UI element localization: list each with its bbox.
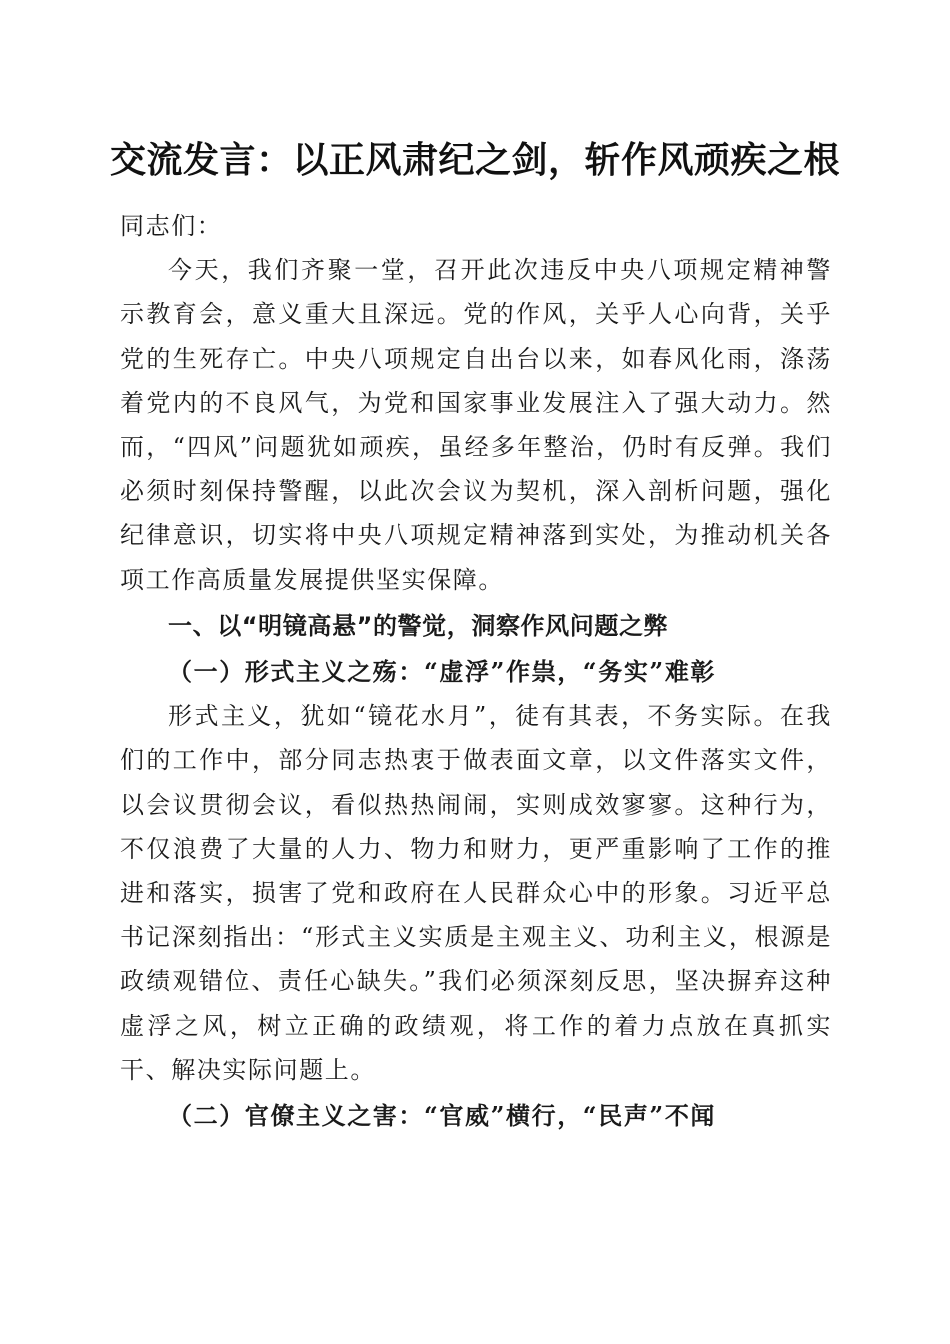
document-title: 交流发言：以正风肃纪之剑，斩作风顽疾之根 [109, 139, 840, 181]
subsection-1-heading: （一）形式主义之殇：“虚浮”作祟，“务实”难彰 [168, 657, 717, 687]
subsection-2-heading: （二）官僚主义之害：“官威”横行，“民声”不闻 [168, 1101, 717, 1131]
salutation: 同志们： [120, 212, 223, 240]
section-1-heading: 一、以“明镜高悬”的警觉，洞察作风问题之弊 [168, 611, 669, 640]
subsection-1-paragraph: 形式主义，犹如“镜花水月”，徒有其表，不务实际。在我们的工作中，部分同志热衷于做表面文章，以文件落实文件，以会议贯彻会议，看似热热闹闹，实则成效寥寥。这种行为，不仅浪费了大量的人力、物力和财力，更严重影响了工作的推进和落实，损害了党和政府在人民群众心中的形象。习近平总书记深刻指出：“形式主义实质是主观主义、功利主义，根源是政绩观错位、责任心缺失。”我们必须深刻反思，坚决摒弃这种虚浮之风，树立正确的政绩观，将工作的着力点放在真抓实干、解决实际问题上。 [120, 702, 832, 1084]
document-body [120, 204, 832, 1138]
intro-paragraph: 今天，我们齐聚一堂，召开此次违反中央八项规定精神警示教育会，意义重大且深远。党的作风，关乎人心向背，关乎党的生死存亡。中央八项规定自出台以来，如春风化雨，涤荡着党内的不良风气，为党和国家事业发展注入了强大动力。然而，“四风”问题犹如顽疾，虽经多年整治，仍时有反弹。我们必须时刻保持警醒，以此次会议为契机，深入剖析问题，强化纪律意识，切实将中央八项规定精神落到实处，为推动机关各项工作高质量发展提供坚实保障。 [120, 256, 832, 594]
